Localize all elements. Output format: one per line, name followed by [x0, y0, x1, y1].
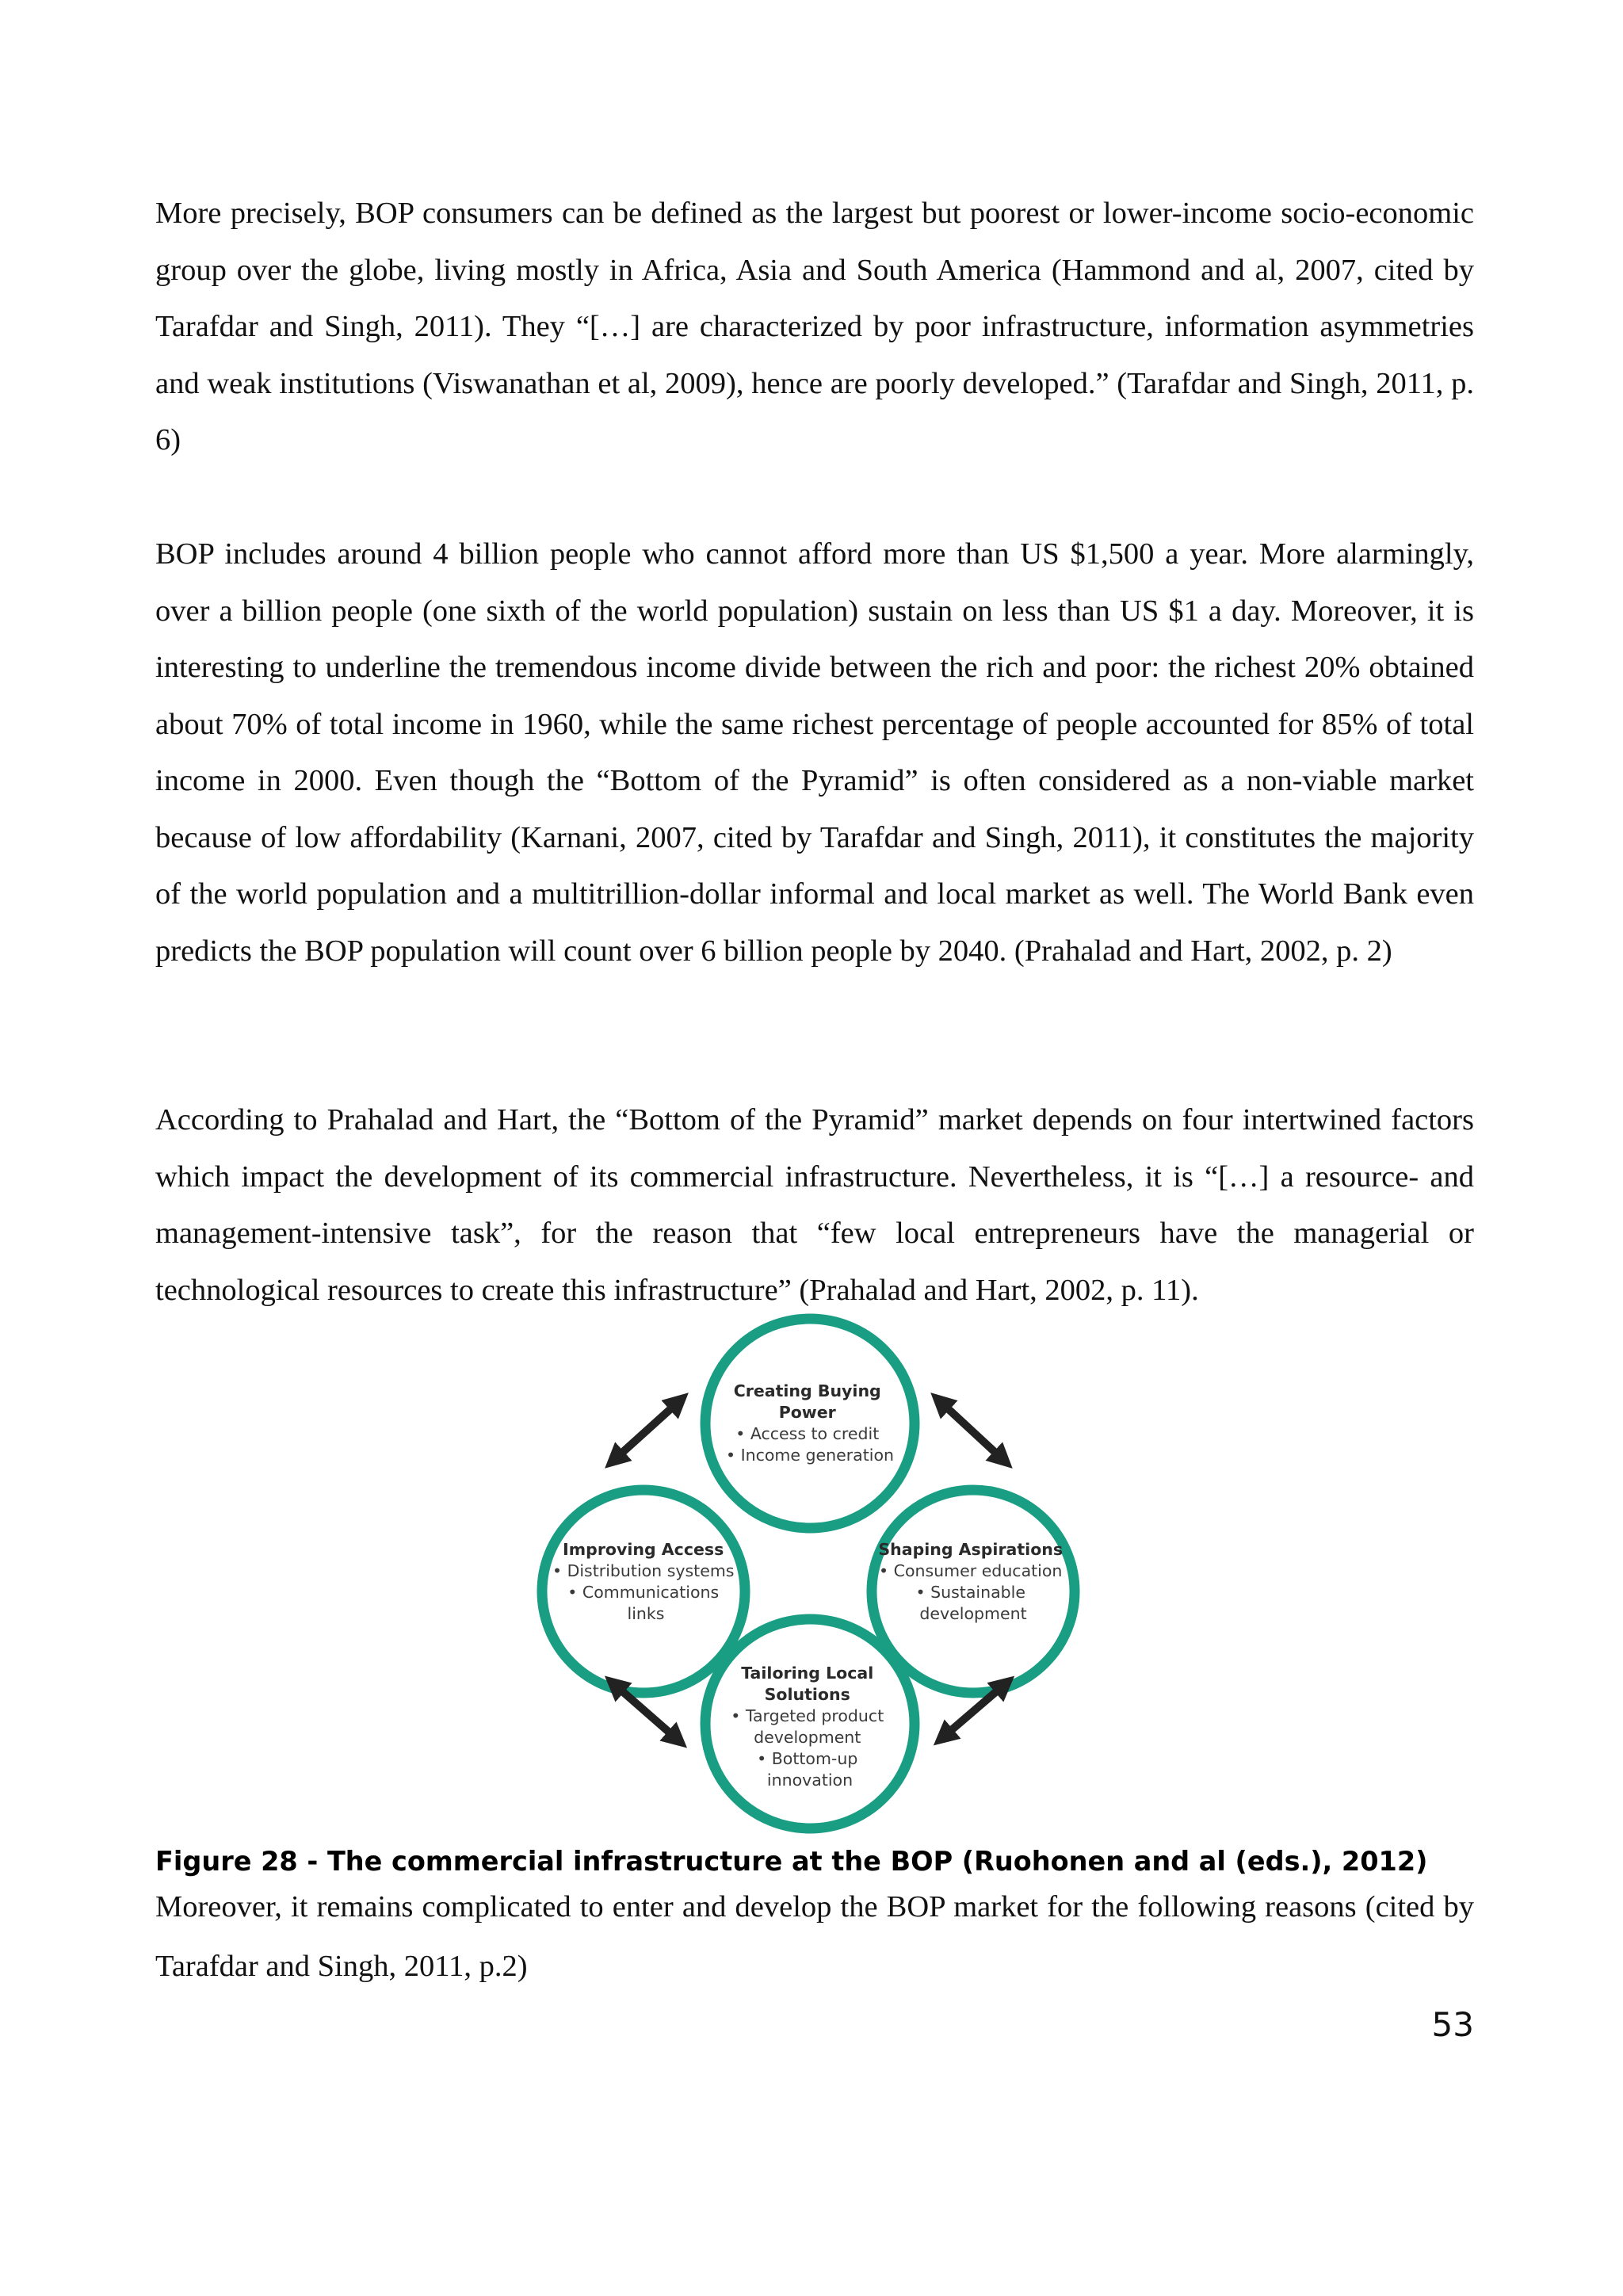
paragraph-four-factors: According to Prahalad and Hart, the “Bottom of the Pyramid” market depends on four intertwined factors which impact the development of its commercial infrastructure. Nevertheless, it is “[…] a resource- and management-intensive task”, for the reason that “few local entrepreneurs have the managerial or technological resources to create this infrastructure” (Prahalad and Hart, 2002, p. 11). [155, 1103, 1474, 1307]
arrow-top-right [940, 1401, 1003, 1460]
arrow-top-left [614, 1401, 679, 1460]
figure-caption: Figure 28 - The commercial infrastructure at the BOP (Ruohonen and al (eds.), 2012) [155, 1846, 1428, 1877]
circle-bottom-text: Tailoring Local Solutions • Targeted product development • Bottom-up innovation [731, 1664, 884, 1790]
circle-top-text: Creating Buying Power • Access to credit • Income generation [725, 1381, 895, 1465]
circle-right-text: Shaping Aspirations • Consumer education • Sustainable development [878, 1540, 1064, 1623]
paragraph-bop-income: BOP includes around 4 billion people who cannot afford more than US $1,500 a year. More alarmingly, over a billion people (one sixth of the world population) sustain on less than US $1 a day. Moreover, it is interesting to underline the tremendous income divide between the rich and poor: the richest 20% obtained about 70% of total income in 1960, while the same richest percentage of people accounted for 85% of total income in 2000. Even though the “Bottom of the Pyramid” is often considered as a non-viable market because of low affordability (Karnani, 2007, cited by Tarafdar and Singh, 2011), it constitutes the majority of the world population and a multitrillion-dollar informal and local market as well. The World Bank even predicts the BOP population will count over 6 billion people by 2040. (Prahalad and Hart, 2002, p. 2) [155, 537, 1474, 968]
page-number: 53 [1431, 2005, 1474, 2044]
circle-left-text: Improving Access • Distribution systems • Communications links [552, 1540, 735, 1623]
circle-top [705, 1319, 915, 1528]
paragraph-market-entry: Moreover, it remains complicated to enter and develop the BOP market for the following reasons (cited by Tarafdar and Singh, 2011, p.2) [155, 1890, 1474, 1983]
paragraph-bop-definition: More precisely, BOP consumers can be defined as the largest but poorest or lower-income socio-economic group over the globe, living mostly in Africa, Asia and South America (Hammond and al, 2007, cited by Tarafdar and Singh, 2011). They “[…] are characterized by poor infrastructure, information asymmetries and weak institutions (Viswanathan et al, 2009), hence are poorly developed.” (Tarafdar and Singh, 2011, p. 6) [155, 197, 1474, 457]
